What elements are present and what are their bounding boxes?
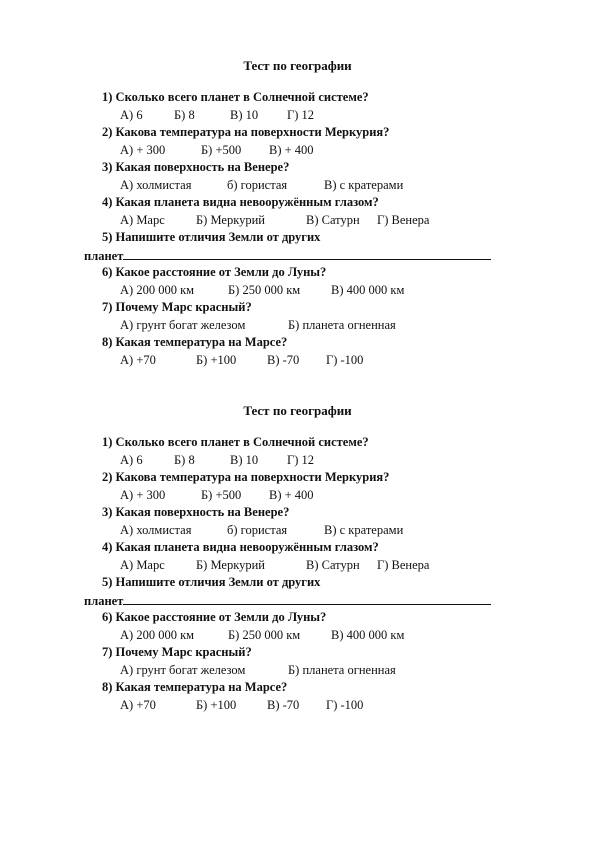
q2-option-c: В) + 400	[269, 143, 314, 157]
test-title: Тест по географии	[243, 403, 352, 418]
q4-option-b: Б) Меркурий	[196, 558, 265, 572]
q8-option-d: Г) -100	[326, 353, 364, 367]
q3-option-c: В) с кратерами	[324, 178, 404, 192]
q2-option-b: Б) +500	[201, 143, 242, 157]
q3-option-a: А) холмистая	[120, 523, 192, 537]
q7-option-a: А) грунт богат железом	[120, 318, 246, 332]
answer-blank[interactable]	[123, 592, 491, 605]
q5-continuation: планет	[84, 249, 124, 263]
question-5: 5) Напишите отличия Земли от других	[102, 230, 321, 244]
question-6: 6) Какое расстояние от Земли до Луны?	[102, 265, 327, 279]
q6-option-c: В) 400 000 км	[331, 283, 405, 297]
q4-option-a: А) Марс	[120, 213, 165, 227]
question-8: 8) Какая температура на Марсе?	[102, 335, 288, 349]
q3-option-c: В) с кратерами	[324, 523, 404, 537]
q8-option-c: В) -70	[267, 698, 300, 712]
q2-option-c: В) + 400	[269, 488, 314, 502]
question-3: 3) Какая поверхность на Венере?	[102, 160, 290, 174]
q7-option-b: Б) планета огненная	[288, 663, 396, 677]
q6-option-b: Б) 250 000 км	[228, 628, 301, 642]
q5-continuation: планет	[84, 594, 124, 608]
q6-option-a: А) 200 000 км	[120, 628, 195, 642]
q3-option-a: А) холмистая	[120, 178, 192, 192]
test-title: Тест по географии	[243, 58, 352, 73]
q8-option-a: А) +70	[120, 353, 156, 367]
q3-option-b: б) гористая	[227, 523, 288, 537]
q1-option-a: А) 6	[120, 453, 143, 467]
q8-option-b: Б) +100	[196, 698, 237, 712]
question-5: 5) Напишите отличия Земли от других	[102, 575, 321, 589]
q6-option-a: А) 200 000 км	[120, 283, 195, 297]
q1-option-c: В) 10	[230, 453, 259, 467]
question-2: 2) Какова температура на поверхности Меркурия?	[102, 470, 390, 484]
question-2: 2) Какова температура на поверхности Меркурия?	[102, 125, 390, 139]
q1-option-a: А) 6	[120, 108, 143, 122]
q6-option-b: Б) 250 000 км	[228, 283, 301, 297]
q3-option-b: б) гористая	[227, 178, 288, 192]
answer-blank[interactable]	[123, 247, 491, 260]
question-6: 6) Какое расстояние от Земли до Луны?	[102, 610, 327, 624]
question-7: 7) Почему Марс красный?	[102, 645, 252, 659]
question-1: 1) Сколько всего планет в Солнечной системе?	[102, 435, 369, 449]
question-4: 4) Какая планета видна невооружённым глазом?	[102, 540, 379, 554]
q2-option-a: А) + 300	[120, 488, 166, 502]
q1-option-c: В) 10	[230, 108, 259, 122]
q4-option-d: Г) Венера	[377, 213, 430, 227]
q1-option-b: Б) 8	[174, 453, 195, 467]
q8-option-d: Г) -100	[326, 698, 364, 712]
q8-option-a: А) +70	[120, 698, 156, 712]
q8-option-b: Б) +100	[196, 353, 237, 367]
q2-option-b: Б) +500	[201, 488, 242, 502]
q7-option-b: Б) планета огненная	[288, 318, 396, 332]
q5-answer-line	[84, 247, 491, 264]
q1-option-b: Б) 8	[174, 108, 195, 122]
question-1: 1) Сколько всего планет в Солнечной системе?	[102, 90, 369, 104]
q1-option-d: Г) 12	[287, 453, 315, 467]
question-3: 3) Какая поверхность на Венере?	[102, 505, 290, 519]
q4-option-c: В) Сатурн	[306, 558, 360, 572]
question-7: 7) Почему Марс красный?	[102, 300, 252, 314]
q6-option-c: В) 400 000 км	[331, 628, 405, 642]
q4-option-d: Г) Венера	[377, 558, 430, 572]
q4-option-b: Б) Меркурий	[196, 213, 265, 227]
q5-answer-line	[84, 592, 491, 609]
q4-option-a: А) Марс	[120, 558, 165, 572]
question-4: 4) Какая планета видна невооружённым глазом?	[102, 195, 379, 209]
q7-option-a: А) грунт богат железом	[120, 663, 246, 677]
q8-option-c: В) -70	[267, 353, 300, 367]
q1-option-d: Г) 12	[287, 108, 315, 122]
question-8: 8) Какая температура на Марсе?	[102, 680, 288, 694]
q2-option-a: А) + 300	[120, 143, 166, 157]
q4-option-c: В) Сатурн	[306, 213, 360, 227]
